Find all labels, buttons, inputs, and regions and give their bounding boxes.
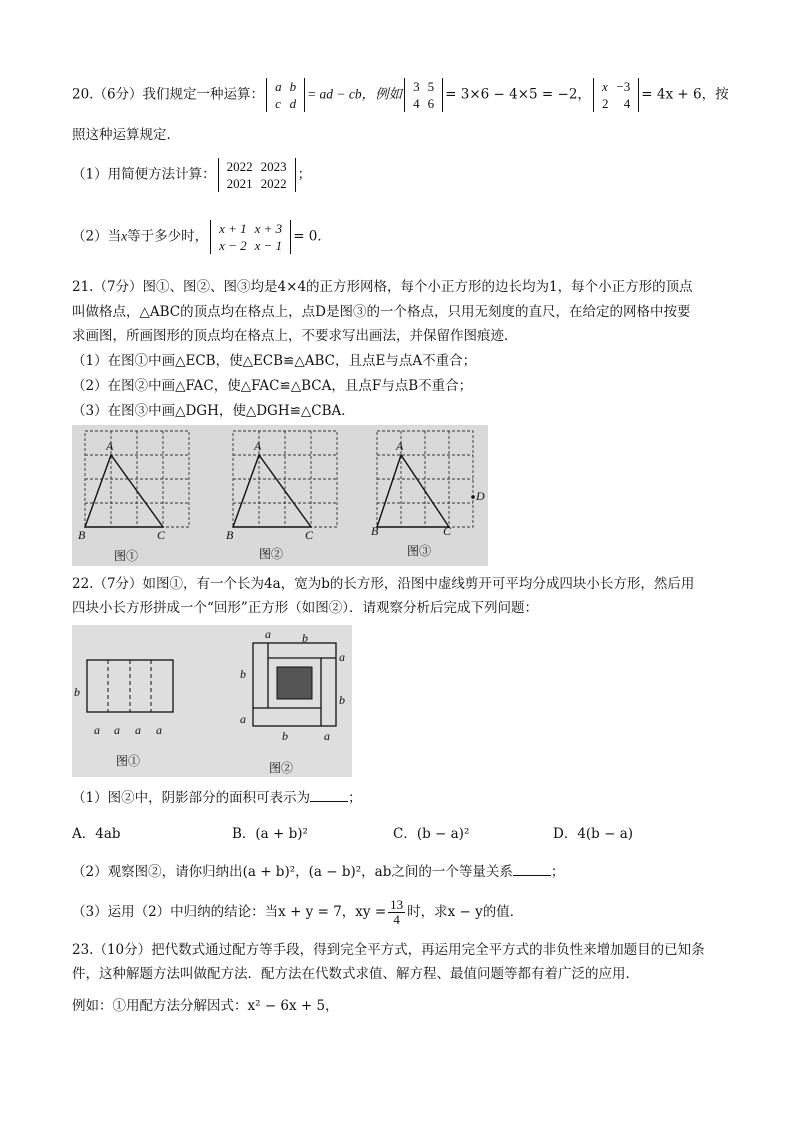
- label-b-1: B: [78, 528, 86, 542]
- q22-figure-panel: [72, 625, 352, 777]
- fig2-caption: 图②: [269, 761, 294, 775]
- q21-line2: 叫做格点，△ABC的顶点均在格点上，点D是图③的一个格点，只用无刻度的直尺，在给定的网格中按要: [72, 304, 691, 320]
- q20-part1: （1）用简便方法计算： 2022 2023 2021 2022 ；: [72, 159, 312, 191]
- def-rhs: = ad − cb，例如: [307, 86, 403, 102]
- q21-part2: （2）在图②中画△FAC，使△FAC≌△BCA，且点F与点B不重合；: [72, 378, 473, 394]
- q20-line2: 照这种运算规定．: [72, 127, 180, 143]
- fig2-b-top: b: [302, 631, 308, 645]
- q22-figures-svg: [72, 625, 352, 777]
- q23-line2: 件，这种解题方法叫做配方法．配方法在代数式求值、解方程、最值问题等都有着广泛的应用．: [72, 966, 639, 982]
- det-part2: x + 1 x + 3 x − 2 x − 1: [210, 220, 291, 254]
- fig1-a-label-2: a: [114, 723, 120, 737]
- label-d: D: [476, 489, 485, 503]
- fig1-b-label: b: [74, 685, 80, 699]
- fig2-b-left: b: [240, 667, 246, 681]
- point-d: [471, 495, 475, 499]
- option-a[interactable]: A．4ab: [72, 826, 121, 842]
- label-a-2: A: [254, 439, 262, 453]
- label-c-1: C: [157, 528, 166, 542]
- triangle-abc-1: [85, 455, 163, 527]
- fig-label-1: 图①: [114, 549, 139, 563]
- fraction-13-4: $\frac{13}{4}$: [390, 897, 404, 927]
- fig2-a-left: a: [240, 712, 246, 726]
- q22-part1: （1）图②中，阴影部分的面积可表示为 ；: [72, 790, 362, 806]
- q22-part2: （2）观察图②，请你归纳出(a + b)²，(a − b)²，ab之间的一个等量关系 ；: [72, 864, 565, 880]
- label-b-2: B: [226, 528, 234, 542]
- q22-line1: 22.（7分）如图①，有一个长为4a，宽为b的长方形，沿图中虚线剪开可平均分成四块小长方形，然后用: [72, 576, 695, 592]
- q22-line2: 四块小长方形拼成一个“回形”正方形（如图②）．请观察分析后完成下列问题：: [72, 600, 539, 616]
- q20-part2: （2）当x等于多少时， x + 1 x + 3 x − 2 x − 1 = 0．: [72, 221, 331, 253]
- q21-line3: 求画图，所画图形的顶点均在格点上，不要求写出画法，并保留作图痕迹．: [72, 328, 518, 344]
- fig2-a-right: a: [339, 650, 345, 664]
- fig1-caption: 图①: [116, 754, 141, 768]
- fig2-b-bottom: b: [282, 729, 288, 743]
- option-c[interactable]: C．(b − a)²: [393, 826, 470, 842]
- q22-part3: （3）运用（2）中归纳的结论：当x + y = 7，xy = $\frac{13}{4}$ 时，求x − y的值．: [72, 897, 524, 927]
- label-b-3: B: [371, 524, 379, 538]
- q23-line3: 例如：①用配方法分解因式：x² − 6x + 5，: [72, 998, 339, 1014]
- label-a-1: A: [106, 439, 114, 453]
- example2-rhs: = 4x + 6，按: [641, 86, 729, 103]
- fig-label-2: 图②: [259, 547, 284, 561]
- label-c-2: C: [305, 528, 314, 542]
- option-b[interactable]: B．(a + b)²: [232, 826, 308, 842]
- fig2-a-bottom: a: [324, 729, 330, 743]
- q21-part1: （1）在图①中画△ECB，使△ECB≌△ABC，且点E与点A不重合；: [72, 353, 477, 369]
- fig1-a-label-3: a: [135, 723, 141, 737]
- det-example1: 3 5 4 6: [404, 78, 443, 112]
- det-part1: 2022 2023 2021 2022: [218, 158, 296, 192]
- fig2-b-right: b: [339, 693, 345, 707]
- shaded-square: [277, 667, 312, 699]
- fig-label-3: 图③: [407, 544, 432, 558]
- triangle-abc-3: [377, 455, 449, 527]
- fig1-a-label-1: a: [94, 723, 100, 737]
- det-example2: x −3 2 4: [593, 78, 639, 112]
- option-d[interactable]: D．4(b − a): [553, 826, 634, 842]
- q21-line1: 21.（7分）图①、图②、图③均是4×4的正方形网格，每个小正方形的边长均为1，每个小正方形的顶点: [72, 279, 693, 295]
- label-c-3: C: [443, 524, 452, 538]
- example1-rhs: = 3×6 − 4×5 = −2，: [445, 86, 591, 103]
- answer-blank-2[interactable]: [513, 863, 551, 876]
- fig1-a-label-4: a: [156, 723, 162, 737]
- q20-line1: [72, 78, 729, 112]
- answer-blank-1[interactable]: [310, 789, 348, 802]
- q21-figure-panel: [72, 425, 488, 566]
- det-definition: a b c d: [266, 78, 305, 112]
- q21-part3: （3）在图③中画△DGH，使△DGH≌△CBA．: [72, 403, 355, 419]
- q23-line1: 23.（10分）把代数式通过配方等手段，得到完全平方式，再运用完全平方式的非负性来增加题目的已知条: [72, 942, 705, 958]
- fig2-a-top: a: [265, 627, 271, 641]
- q20-head: 20.（6分）我们规定一种运算：: [72, 86, 265, 103]
- triangle-abc-2: [233, 455, 311, 527]
- label-a-3: A: [396, 439, 404, 453]
